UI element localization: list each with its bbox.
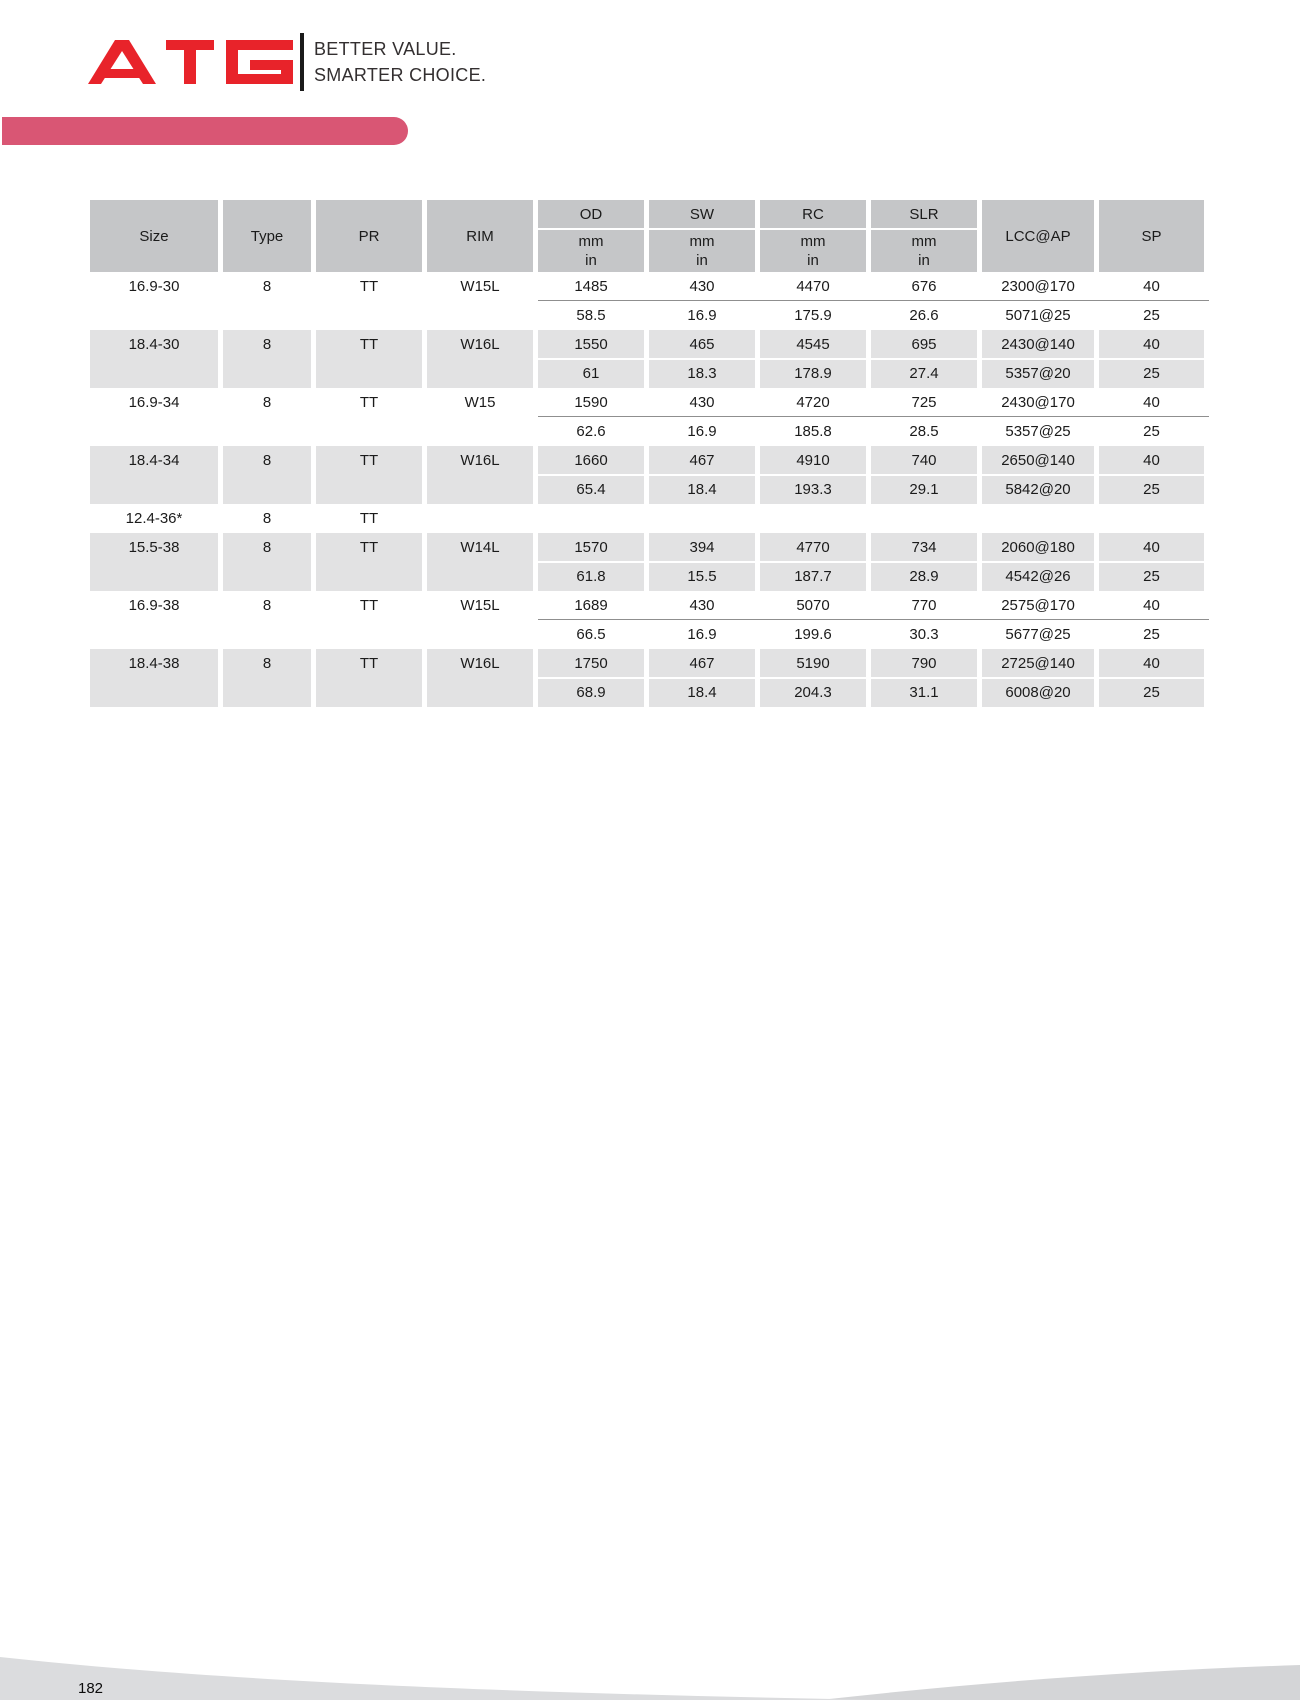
cell-od-mm: 1485 bbox=[574, 278, 608, 295]
cell-size: 18.4-30 bbox=[90, 330, 218, 388]
cell-lcc-in: 4542@26 bbox=[982, 562, 1094, 591]
cell-lcc-mm: 2650@140 bbox=[982, 446, 1094, 475]
cell-pr: TT bbox=[359, 278, 379, 295]
cell-sw-mm: 430 bbox=[689, 394, 715, 411]
row-separator bbox=[538, 619, 1209, 620]
table-header-row-1 bbox=[90, 200, 1204, 230]
col-units-sw bbox=[649, 230, 755, 272]
cell-lcc-in: 5357@25 bbox=[1005, 423, 1071, 440]
cell-rc-mm: 4545 bbox=[760, 330, 866, 359]
cell-slr-mm: 676 bbox=[911, 278, 937, 295]
col-header-sw: SW bbox=[649, 200, 755, 230]
cell-od-mm: 1590 bbox=[574, 394, 608, 411]
cell-slr-mm: 790 bbox=[871, 649, 977, 678]
cell-od-mm bbox=[538, 504, 644, 533]
cell-size: 16.9-38 bbox=[128, 597, 180, 614]
cell-slr-mm: 695 bbox=[871, 330, 977, 359]
col-units-slr bbox=[871, 230, 977, 272]
cell-pr: TT bbox=[316, 330, 422, 388]
cell-od-mm: 1750 bbox=[538, 649, 644, 678]
col-header-od: OD bbox=[538, 200, 644, 230]
unit-in-label: in bbox=[807, 252, 819, 269]
tagline-line1: BETTER VALUE. bbox=[314, 39, 457, 59]
cell-rc-mm: 4720 bbox=[796, 394, 830, 411]
cell-sw-in: 16.9 bbox=[687, 423, 717, 440]
row-separator bbox=[538, 677, 1209, 679]
cell-rc-in: 185.8 bbox=[794, 423, 832, 440]
cell-sp-mm: 40 bbox=[1143, 278, 1160, 295]
cell-sw-mm: 465 bbox=[649, 330, 755, 359]
cell-lcc-mm bbox=[982, 504, 1094, 533]
cell-rim bbox=[427, 504, 533, 533]
row-separator bbox=[538, 416, 1209, 417]
cell-sw-mm bbox=[649, 504, 755, 533]
cell-rim: W14L bbox=[427, 533, 533, 591]
cell-od-in: 58.5 bbox=[576, 307, 606, 324]
cell-sp-mm: 40 bbox=[1099, 649, 1204, 678]
cell-od-in: 65.4 bbox=[538, 475, 644, 504]
cell-type: 8 bbox=[223, 330, 311, 388]
col-units-rc bbox=[760, 230, 866, 272]
cell-lcc-in: 5842@20 bbox=[982, 475, 1094, 504]
cell-lcc-mm: 2725@140 bbox=[982, 649, 1094, 678]
unit-mm-label: mm bbox=[911, 233, 937, 250]
table-row-16.9-30-mm bbox=[90, 272, 1204, 301]
col-header-sp: SP bbox=[1099, 200, 1204, 272]
cell-lcc-in: 6008@20 bbox=[982, 678, 1094, 707]
col-header-size: Size bbox=[90, 200, 218, 272]
cell-slr-in: 30.3 bbox=[909, 626, 939, 643]
cell-rc-in: 175.9 bbox=[794, 307, 832, 324]
table-row-16.9-34-mm bbox=[90, 388, 1204, 417]
cell-type: 8 bbox=[223, 649, 311, 707]
cell-type: 8 bbox=[223, 533, 311, 591]
cell-sp-mm: 40 bbox=[1143, 394, 1160, 411]
cell-od-mm: 1550 bbox=[538, 330, 644, 359]
cell-slr-in: 26.6 bbox=[909, 307, 939, 324]
cell-sp-mm: 40 bbox=[1099, 330, 1204, 359]
cell-sw-in: 16.9 bbox=[687, 626, 717, 643]
cell-od-in: 68.9 bbox=[538, 678, 644, 707]
row-separator bbox=[538, 474, 1209, 476]
cell-rc-in: 199.6 bbox=[794, 626, 832, 643]
cell-sw-in: 15.5 bbox=[649, 562, 755, 591]
page-number: 182 bbox=[78, 1680, 104, 1697]
accent-bar bbox=[2, 117, 408, 145]
cell-rc-in: 187.7 bbox=[760, 562, 866, 591]
row-separator bbox=[538, 358, 1209, 360]
cell-lcc-in: 5357@20 bbox=[982, 359, 1094, 388]
cell-od-in: 61.8 bbox=[538, 562, 644, 591]
cell-od-mm: 1570 bbox=[538, 533, 644, 562]
spec-table bbox=[85, 200, 1209, 707]
cell-od-in: 62.6 bbox=[576, 423, 606, 440]
cell-slr-in: 31.1 bbox=[871, 678, 977, 707]
cell-pr: TT bbox=[359, 394, 379, 411]
cell-sw-in: 18.4 bbox=[649, 678, 755, 707]
cell-sp-in: 25 bbox=[1143, 307, 1160, 324]
cell-rc-in: 204.3 bbox=[760, 678, 866, 707]
cell-sw-mm: 430 bbox=[689, 597, 715, 614]
row-separator bbox=[538, 300, 1209, 301]
footer-swoosh bbox=[0, 1595, 1300, 1700]
cell-sp-in: 25 bbox=[1099, 562, 1204, 591]
cell-rc-mm: 4910 bbox=[760, 446, 866, 475]
row-separator bbox=[538, 561, 1209, 563]
unit-in-label: in bbox=[918, 252, 930, 269]
cell-sw-in: 18.3 bbox=[649, 359, 755, 388]
cell-rc-mm: 4770 bbox=[760, 533, 866, 562]
cell-slr-in: 28.5 bbox=[909, 423, 939, 440]
unit-in-label: in bbox=[585, 252, 597, 269]
cell-slr-mm: 740 bbox=[871, 446, 977, 475]
cell-sw-in: 16.9 bbox=[687, 307, 717, 324]
cell-lcc-mm: 2430@140 bbox=[982, 330, 1094, 359]
cell-pr: TT bbox=[359, 510, 379, 527]
cell-slr-mm: 770 bbox=[911, 597, 937, 614]
cell-rim: W16L bbox=[427, 446, 533, 504]
col-units-od bbox=[538, 230, 644, 272]
cell-rc-in: 178.9 bbox=[760, 359, 866, 388]
cell-rim: W16L bbox=[427, 330, 533, 388]
cell-sp-in: 25 bbox=[1143, 423, 1160, 440]
unit-mm-label: mm bbox=[800, 233, 826, 250]
cell-sp-in: 25 bbox=[1099, 678, 1204, 707]
table-row-18.4-30-mm bbox=[90, 330, 1204, 359]
cell-rim: W15L bbox=[460, 278, 500, 295]
cell-size: 15.5-38 bbox=[90, 533, 218, 591]
logo-tagline bbox=[314, 36, 486, 88]
col-header-rim: RIM bbox=[427, 200, 533, 272]
cell-sw-mm: 430 bbox=[689, 278, 715, 295]
cell-pr: TT bbox=[359, 597, 379, 614]
logo-divider bbox=[300, 33, 304, 91]
cell-sp-in: 25 bbox=[1099, 359, 1204, 388]
cell-sp-mm bbox=[1099, 504, 1204, 533]
tagline-line2: SMARTER CHOICE. bbox=[314, 65, 487, 85]
cell-pr: TT bbox=[316, 446, 422, 504]
cell-rim: W15L bbox=[460, 597, 500, 614]
cell-type: 8 bbox=[223, 446, 311, 504]
cell-rc-mm: 5190 bbox=[760, 649, 866, 678]
cell-od-in: 66.5 bbox=[576, 626, 606, 643]
unit-mm-label: mm bbox=[578, 233, 604, 250]
col-header-lcc: LCC@AP bbox=[982, 200, 1094, 272]
cell-size: 16.9-30 bbox=[128, 278, 180, 295]
cell-lcc-mm: 2300@170 bbox=[1001, 278, 1075, 295]
cell-size: 18.4-34 bbox=[90, 446, 218, 504]
cell-rc-in: 193.3 bbox=[760, 475, 866, 504]
col-header-type: Type bbox=[223, 200, 311, 272]
cell-lcc-mm: 2575@170 bbox=[1001, 597, 1075, 614]
cell-sw-mm: 394 bbox=[649, 533, 755, 562]
cell-sp-mm: 40 bbox=[1099, 446, 1204, 475]
cell-pr: TT bbox=[316, 649, 422, 707]
cell-type: 8 bbox=[262, 510, 272, 527]
cell-type: 8 bbox=[262, 278, 272, 295]
cell-slr-mm bbox=[871, 504, 977, 533]
cell-sp-in: 25 bbox=[1099, 475, 1204, 504]
col-header-rc: RC bbox=[760, 200, 866, 230]
cell-size: 16.9-34 bbox=[128, 394, 180, 411]
cell-rc-mm bbox=[760, 504, 866, 533]
cell-sp-in: 25 bbox=[1143, 626, 1160, 643]
table-row-16.9-38-mm bbox=[90, 591, 1204, 620]
cell-size: 12.4-36* bbox=[125, 510, 183, 527]
cell-lcc-mm: 2430@170 bbox=[1001, 394, 1075, 411]
cell-slr-mm: 725 bbox=[911, 394, 937, 411]
cell-slr-in: 29.1 bbox=[871, 475, 977, 504]
cell-od-mm: 1689 bbox=[574, 597, 608, 614]
cell-rim: W16L bbox=[427, 649, 533, 707]
cell-sw-in: 18.4 bbox=[649, 475, 755, 504]
cell-pr: TT bbox=[316, 533, 422, 591]
table-row-18.4-34-mm bbox=[90, 446, 1204, 475]
cell-sw-mm: 467 bbox=[649, 649, 755, 678]
spec-table-wrap bbox=[85, 200, 1209, 707]
cell-od-mm: 1660 bbox=[538, 446, 644, 475]
unit-mm-label: mm bbox=[689, 233, 715, 250]
cell-size: 18.4-38 bbox=[90, 649, 218, 707]
cell-sw-mm: 467 bbox=[649, 446, 755, 475]
cell-type: 8 bbox=[262, 597, 272, 614]
atg-logo-mark-icon bbox=[88, 40, 293, 84]
col-header-slr: SLR bbox=[871, 200, 977, 230]
col-header-pr: PR bbox=[316, 200, 422, 272]
cell-rc-mm: 4470 bbox=[796, 278, 830, 295]
table-row-18.4-38-mm bbox=[90, 649, 1204, 678]
cell-od-in: 61 bbox=[538, 359, 644, 388]
atg-logo bbox=[88, 40, 293, 84]
table-row-12.4-36*-mm bbox=[90, 504, 1204, 533]
cell-sp-mm: 40 bbox=[1143, 597, 1160, 614]
cell-slr-in: 28.9 bbox=[871, 562, 977, 591]
cell-slr-in: 27.4 bbox=[871, 359, 977, 388]
cell-lcc-in: 5677@25 bbox=[1005, 626, 1071, 643]
cell-slr-mm: 734 bbox=[871, 533, 977, 562]
cell-rim: W15 bbox=[464, 394, 496, 411]
cell-type: 8 bbox=[262, 394, 272, 411]
cell-lcc-in: 5071@25 bbox=[1005, 307, 1071, 324]
table-row-15.5-38-mm bbox=[90, 533, 1204, 562]
unit-in-label: in bbox=[696, 252, 708, 269]
cell-lcc-mm: 2060@180 bbox=[982, 533, 1094, 562]
cell-sp-mm: 40 bbox=[1099, 533, 1204, 562]
cell-rc-mm: 5070 bbox=[796, 597, 830, 614]
